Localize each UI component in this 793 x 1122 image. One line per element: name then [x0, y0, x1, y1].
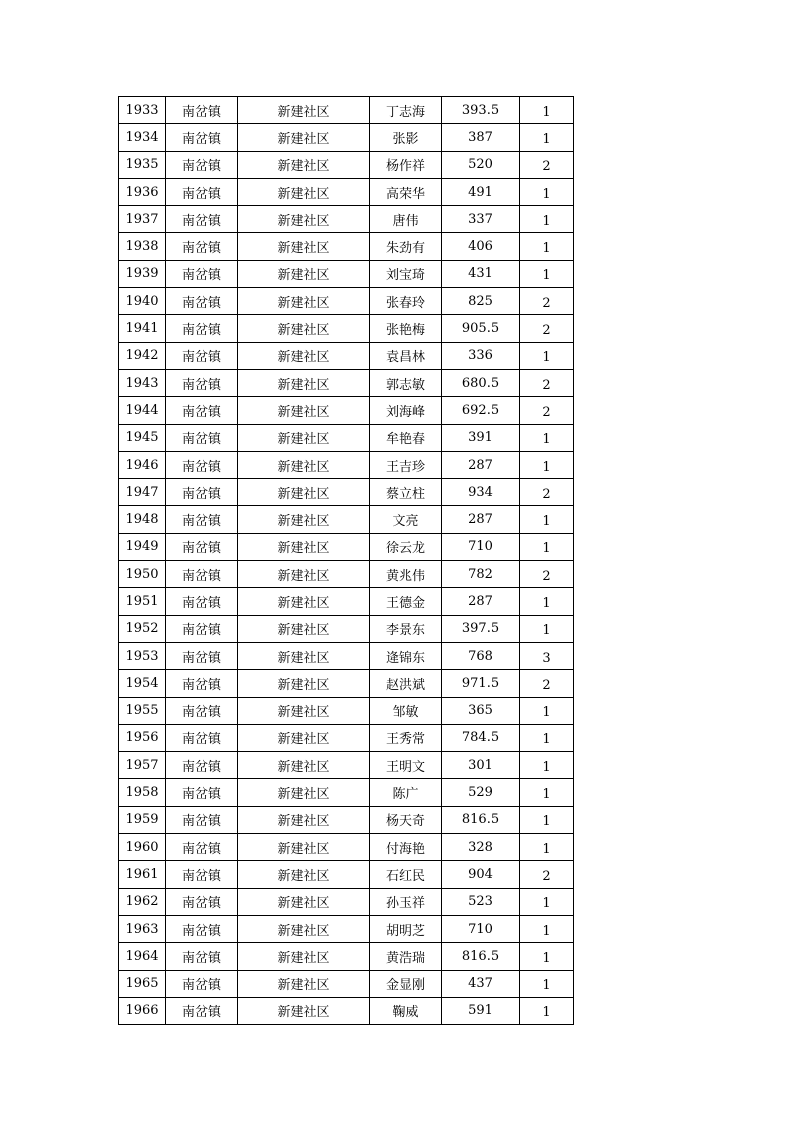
- count-cell: [520, 943, 574, 970]
- table-row: [119, 724, 574, 751]
- row-id-cell: 1940: [119, 288, 166, 315]
- name-cell: 石红民: [370, 861, 442, 888]
- table-row: [119, 369, 574, 396]
- amount-cell: 397.5: [442, 615, 520, 642]
- amount-cell: 301: [442, 752, 520, 779]
- count-value: 1: [542, 814, 551, 830]
- amount-cell: 591: [442, 997, 520, 1024]
- table-row: [119, 642, 574, 669]
- town-cell: 南岔镇: [166, 615, 238, 642]
- community-cell: 新建社区: [238, 424, 370, 451]
- community-cell: 新建社区: [238, 397, 370, 424]
- count-value: 1: [542, 350, 551, 366]
- amount-cell: 287: [442, 588, 520, 615]
- amount-cell: 328: [442, 834, 520, 861]
- name-cell: 逄锦东: [370, 642, 442, 669]
- count-value: 1: [542, 459, 551, 475]
- table-row: [119, 260, 574, 287]
- town-cell: 南岔镇: [166, 943, 238, 970]
- name-cell: 徐云龙: [370, 533, 442, 560]
- table-row: [119, 670, 574, 697]
- name-cell: 杨天奇: [370, 806, 442, 833]
- community-cell: 新建社区: [238, 451, 370, 478]
- town-cell: 南岔镇: [166, 779, 238, 806]
- name-cell: 丁志海: [370, 97, 442, 124]
- amount-cell: 934: [442, 479, 520, 506]
- row-id-cell: 1949: [119, 533, 166, 560]
- count-cell: [520, 424, 574, 451]
- count-cell: [520, 97, 574, 124]
- row-id-cell: 1942: [119, 342, 166, 369]
- town-cell: 南岔镇: [166, 288, 238, 315]
- count-cell: [520, 288, 574, 315]
- community-cell: 新建社区: [238, 588, 370, 615]
- name-cell: 刘海峰: [370, 397, 442, 424]
- row-id-cell: 1938: [119, 233, 166, 260]
- amount-cell: 387: [442, 124, 520, 151]
- community-cell: 新建社区: [238, 615, 370, 642]
- row-id-cell: 1966: [119, 997, 166, 1024]
- table-row: [119, 506, 574, 533]
- amount-cell: 710: [442, 533, 520, 560]
- community-cell: 新建社区: [238, 642, 370, 669]
- name-cell: 杨作祥: [370, 151, 442, 178]
- row-id-cell: 1953: [119, 642, 166, 669]
- amount-cell: 680.5: [442, 369, 520, 396]
- amount-cell: 782: [442, 561, 520, 588]
- row-id-cell: 1965: [119, 970, 166, 997]
- table-row: [119, 397, 574, 424]
- row-id-cell: 1945: [119, 424, 166, 451]
- count-cell: [520, 834, 574, 861]
- name-cell: 付海艳: [370, 834, 442, 861]
- amount-cell: 437: [442, 970, 520, 997]
- table-row: [119, 615, 574, 642]
- row-id-cell: 1947: [119, 479, 166, 506]
- table-row: [119, 997, 574, 1024]
- count-cell: [520, 178, 574, 205]
- count-value: 2: [542, 377, 551, 393]
- amount-cell: 529: [442, 779, 520, 806]
- table-row: [119, 233, 574, 260]
- community-cell: 新建社区: [238, 260, 370, 287]
- row-id-cell: 1961: [119, 861, 166, 888]
- town-cell: 南岔镇: [166, 834, 238, 861]
- row-id-cell: 1944: [119, 397, 166, 424]
- count-cell: [520, 806, 574, 833]
- amount-cell: 406: [442, 233, 520, 260]
- count-value: 2: [542, 159, 551, 175]
- town-cell: 南岔镇: [166, 970, 238, 997]
- count-cell: [520, 888, 574, 915]
- count-cell: [520, 124, 574, 151]
- count-value: 1: [542, 432, 551, 448]
- amount-cell: 491: [442, 178, 520, 205]
- amount-cell: 523: [442, 888, 520, 915]
- amount-cell: 520: [442, 151, 520, 178]
- count-value: 1: [542, 841, 551, 857]
- count-value: 2: [542, 486, 551, 502]
- name-cell: 赵洪斌: [370, 670, 442, 697]
- count-value: 1: [542, 1005, 551, 1021]
- town-cell: 南岔镇: [166, 233, 238, 260]
- community-cell: 新建社区: [238, 178, 370, 205]
- table-row: [119, 588, 574, 615]
- table-row: [119, 752, 574, 779]
- community-cell: 新建社区: [238, 151, 370, 178]
- row-id-cell: 1936: [119, 178, 166, 205]
- count-value: 1: [542, 759, 551, 775]
- town-cell: 南岔镇: [166, 861, 238, 888]
- name-cell: 金显刚: [370, 970, 442, 997]
- amount-cell: 336: [442, 342, 520, 369]
- community-cell: 新建社区: [238, 943, 370, 970]
- count-value: 1: [542, 186, 551, 202]
- count-value: 2: [542, 677, 551, 693]
- row-id-cell: 1963: [119, 915, 166, 942]
- amount-cell: 816.5: [442, 806, 520, 833]
- table-row: [119, 943, 574, 970]
- table-row: [119, 697, 574, 724]
- town-cell: 南岔镇: [166, 369, 238, 396]
- name-cell: 袁昌林: [370, 342, 442, 369]
- town-cell: 南岔镇: [166, 424, 238, 451]
- count-value: 1: [542, 732, 551, 748]
- table-row: [119, 561, 574, 588]
- count-cell: [520, 397, 574, 424]
- count-cell: [520, 206, 574, 233]
- community-cell: 新建社区: [238, 752, 370, 779]
- count-cell: [520, 615, 574, 642]
- town-cell: 南岔镇: [166, 697, 238, 724]
- community-cell: 新建社区: [238, 861, 370, 888]
- community-cell: 新建社区: [238, 124, 370, 151]
- name-cell: 唐伟: [370, 206, 442, 233]
- table-row: [119, 915, 574, 942]
- amount-cell: 692.5: [442, 397, 520, 424]
- row-id-cell: 1948: [119, 506, 166, 533]
- town-cell: 南岔镇: [166, 724, 238, 751]
- name-cell: 王明文: [370, 752, 442, 779]
- name-cell: 王秀常: [370, 724, 442, 751]
- name-cell: 李景东: [370, 615, 442, 642]
- count-value: 2: [542, 404, 551, 420]
- amount-cell: 904: [442, 861, 520, 888]
- count-value: 3: [542, 650, 551, 666]
- count-cell: [520, 342, 574, 369]
- amount-cell: 393.5: [442, 97, 520, 124]
- row-id-cell: 1960: [119, 834, 166, 861]
- town-cell: 南岔镇: [166, 151, 238, 178]
- community-cell: 新建社区: [238, 724, 370, 751]
- town-cell: 南岔镇: [166, 260, 238, 287]
- table-row: [119, 533, 574, 560]
- community-cell: 新建社区: [238, 342, 370, 369]
- row-id-cell: 1958: [119, 779, 166, 806]
- table-row: [119, 861, 574, 888]
- town-cell: 南岔镇: [166, 888, 238, 915]
- name-cell: 黄浩瑞: [370, 943, 442, 970]
- count-cell: [520, 506, 574, 533]
- community-cell: 新建社区: [238, 915, 370, 942]
- town-cell: 南岔镇: [166, 124, 238, 151]
- row-id-cell: 1962: [119, 888, 166, 915]
- table-row: [119, 206, 574, 233]
- row-id-cell: 1950: [119, 561, 166, 588]
- count-value: 1: [542, 923, 551, 939]
- table-row: [119, 888, 574, 915]
- count-value: 1: [542, 896, 551, 912]
- community-cell: 新建社区: [238, 888, 370, 915]
- community-cell: 新建社区: [238, 233, 370, 260]
- count-cell: [520, 233, 574, 260]
- count-cell: [520, 151, 574, 178]
- count-value: 1: [542, 514, 551, 530]
- town-cell: 南岔镇: [166, 397, 238, 424]
- row-id-cell: 1946: [119, 451, 166, 478]
- count-value: 1: [542, 131, 551, 147]
- name-cell: 张春玲: [370, 288, 442, 315]
- table-row: [119, 124, 574, 151]
- row-id-cell: 1937: [119, 206, 166, 233]
- count-value: 1: [542, 787, 551, 803]
- count-value: 2: [542, 295, 551, 311]
- name-cell: 王德金: [370, 588, 442, 615]
- name-cell: 牟艳春: [370, 424, 442, 451]
- table-row: [119, 779, 574, 806]
- count-cell: [520, 369, 574, 396]
- community-cell: 新建社区: [238, 315, 370, 342]
- community-cell: 新建社区: [238, 834, 370, 861]
- town-cell: 南岔镇: [166, 915, 238, 942]
- town-cell: 南岔镇: [166, 752, 238, 779]
- name-cell: 郭志敏: [370, 369, 442, 396]
- name-cell: 胡明芝: [370, 915, 442, 942]
- count-value: 1: [542, 213, 551, 229]
- name-cell: 王吉珍: [370, 451, 442, 478]
- count-value: 1: [542, 950, 551, 966]
- name-cell: 朱劲有: [370, 233, 442, 260]
- town-cell: 南岔镇: [166, 342, 238, 369]
- amount-cell: 431: [442, 260, 520, 287]
- name-cell: 蔡立柱: [370, 479, 442, 506]
- count-cell: [520, 861, 574, 888]
- table-row: [119, 288, 574, 315]
- row-id-cell: 1964: [119, 943, 166, 970]
- count-cell: [520, 752, 574, 779]
- row-id-cell: 1934: [119, 124, 166, 151]
- count-cell: [520, 779, 574, 806]
- name-cell: 孙玉祥: [370, 888, 442, 915]
- amount-cell: 365: [442, 697, 520, 724]
- amount-cell: 337: [442, 206, 520, 233]
- amount-cell: 710: [442, 915, 520, 942]
- count-cell: [520, 533, 574, 560]
- row-id-cell: 1952: [119, 615, 166, 642]
- count-value: 1: [542, 541, 551, 557]
- community-cell: 新建社区: [238, 506, 370, 533]
- count-value: 2: [542, 568, 551, 584]
- row-id-cell: 1939: [119, 260, 166, 287]
- community-cell: 新建社区: [238, 970, 370, 997]
- amount-cell: 287: [442, 506, 520, 533]
- name-cell: 鞠威: [370, 997, 442, 1024]
- community-cell: 新建社区: [238, 779, 370, 806]
- roster-table: [118, 96, 574, 1025]
- count-value: 1: [542, 268, 551, 284]
- town-cell: 南岔镇: [166, 506, 238, 533]
- town-cell: 南岔镇: [166, 97, 238, 124]
- community-cell: 新建社区: [238, 479, 370, 506]
- table-row: [119, 451, 574, 478]
- count-cell: [520, 970, 574, 997]
- row-id-cell: 1959: [119, 806, 166, 833]
- town-cell: 南岔镇: [166, 806, 238, 833]
- table-row: [119, 178, 574, 205]
- roster-table-body: [119, 97, 574, 1025]
- amount-cell: 905.5: [442, 315, 520, 342]
- name-cell: 陈广: [370, 779, 442, 806]
- community-cell: 新建社区: [238, 997, 370, 1024]
- community-cell: 新建社区: [238, 533, 370, 560]
- table-row: [119, 97, 574, 124]
- amount-cell: 784.5: [442, 724, 520, 751]
- table-row: [119, 424, 574, 451]
- town-cell: 南岔镇: [166, 315, 238, 342]
- row-id-cell: 1951: [119, 588, 166, 615]
- name-cell: 张艳梅: [370, 315, 442, 342]
- community-cell: 新建社区: [238, 288, 370, 315]
- table-row: [119, 151, 574, 178]
- community-cell: 新建社区: [238, 806, 370, 833]
- count-cell: [520, 642, 574, 669]
- town-cell: 南岔镇: [166, 561, 238, 588]
- row-id-cell: 1943: [119, 369, 166, 396]
- table-row: [119, 315, 574, 342]
- table-row: [119, 342, 574, 369]
- amount-cell: 816.5: [442, 943, 520, 970]
- town-cell: 南岔镇: [166, 670, 238, 697]
- name-cell: 邹敏: [370, 697, 442, 724]
- town-cell: 南岔镇: [166, 642, 238, 669]
- community-cell: 新建社区: [238, 697, 370, 724]
- community-cell: 新建社区: [238, 97, 370, 124]
- count-cell: [520, 561, 574, 588]
- row-id-cell: 1956: [119, 724, 166, 751]
- count-cell: [520, 915, 574, 942]
- count-cell: [520, 724, 574, 751]
- amount-cell: 768: [442, 642, 520, 669]
- amount-cell: 391: [442, 424, 520, 451]
- table-row: [119, 834, 574, 861]
- count-cell: [520, 451, 574, 478]
- town-cell: 南岔镇: [166, 533, 238, 560]
- count-cell: [520, 260, 574, 287]
- count-value: 1: [542, 595, 551, 611]
- count-value: 1: [542, 705, 551, 721]
- row-id-cell: 1933: [119, 97, 166, 124]
- count-value: 1: [542, 104, 551, 120]
- amount-cell: 971.5: [442, 670, 520, 697]
- row-id-cell: 1954: [119, 670, 166, 697]
- name-cell: 张影: [370, 124, 442, 151]
- row-id-cell: 1941: [119, 315, 166, 342]
- row-id-cell: 1955: [119, 697, 166, 724]
- name-cell: 黄兆伟: [370, 561, 442, 588]
- count-value: 1: [542, 623, 551, 639]
- count-cell: [520, 670, 574, 697]
- community-cell: 新建社区: [238, 206, 370, 233]
- count-value: 2: [542, 323, 551, 339]
- town-cell: 南岔镇: [166, 451, 238, 478]
- table-row: [119, 806, 574, 833]
- name-cell: 刘宝琦: [370, 260, 442, 287]
- town-cell: 南岔镇: [166, 178, 238, 205]
- count-cell: [520, 315, 574, 342]
- table-row: [119, 479, 574, 506]
- community-cell: 新建社区: [238, 369, 370, 396]
- row-id-cell: 1957: [119, 752, 166, 779]
- town-cell: 南岔镇: [166, 588, 238, 615]
- count-cell: [520, 997, 574, 1024]
- count-value: 2: [542, 868, 551, 884]
- community-cell: 新建社区: [238, 561, 370, 588]
- count-value: 1: [542, 241, 551, 257]
- town-cell: 南岔镇: [166, 997, 238, 1024]
- row-id-cell: 1935: [119, 151, 166, 178]
- count-cell: [520, 479, 574, 506]
- amount-cell: 825: [442, 288, 520, 315]
- count-value: 1: [542, 978, 551, 994]
- name-cell: 文亮: [370, 506, 442, 533]
- amount-cell: 287: [442, 451, 520, 478]
- community-cell: 新建社区: [238, 670, 370, 697]
- town-cell: 南岔镇: [166, 479, 238, 506]
- name-cell: 高荣华: [370, 178, 442, 205]
- count-cell: [520, 588, 574, 615]
- table-row: [119, 970, 574, 997]
- town-cell: 南岔镇: [166, 206, 238, 233]
- count-cell: [520, 697, 574, 724]
